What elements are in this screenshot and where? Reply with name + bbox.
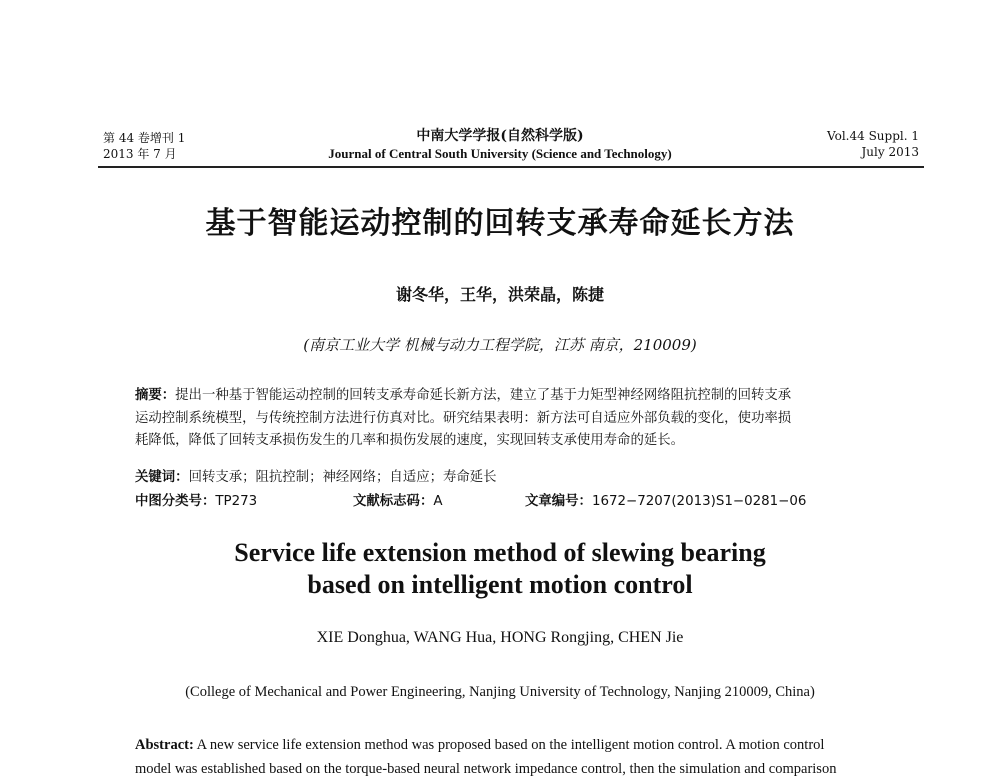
paper-title-en-line-2: based on intelligent motion control: [307, 570, 693, 599]
volume-en: Vol.44 Suppl. 1: [827, 129, 919, 143]
article-no-item: [525, 490, 806, 509]
abstract-cn: [135, 385, 890, 453]
abstract-cn-label: 摘要：: [135, 388, 176, 403]
abstract-cn-line-1: [135, 385, 890, 408]
journal-name-en: Journal of Central South University (Science and Technology): [328, 146, 672, 161]
date-cn: 2013 年 7 月: [103, 147, 177, 161]
article-no-label: 文章编号：: [525, 494, 592, 509]
header-rule: [98, 166, 924, 168]
abstract-cn-text-3: 耗降低，降低了回转支承损伤发生的几率和损伤发展的速度，实现回转支承使用寿命的延长。: [135, 433, 685, 448]
keywords-cn: [135, 466, 895, 485]
abstract-en-text-1: A new service life extension method was proposed based on the intelligent motion control. A motion control: [196, 737, 825, 753]
abstract-en-line-1: [135, 733, 891, 757]
doc-code-label: 文献标志码：: [353, 494, 434, 509]
paper-title-cn: 基于智能运动控制的回转支承寿命延长方法: [205, 206, 795, 241]
date-en: July 2013: [861, 145, 919, 159]
authors-cn: 谢冬华，王华，洪荣晶，陈捷: [395, 285, 604, 304]
paper-title-en: [0, 537, 1000, 601]
abstract-cn-text-2: 运动控制系统模型，与传统控制方法进行仿真对比。研究结果表明：新方法可自适应外部负载的变化，使功率损: [135, 410, 792, 426]
clc-item: [135, 490, 257, 509]
header-volume-en-block: [827, 128, 919, 160]
journal-name-cn: 中南大学学报(自然科学版): [416, 128, 584, 144]
abstract-cn-text-1: 提出一种基于智能运动控制的回转支承寿命延长新方法，建立了基于力矩型神经网络阻抗控制的回转支承: [175, 388, 792, 403]
header-volume-cn-block: [103, 130, 185, 162]
paper-title-en-line-1: Service life extension method of slewing bearing: [234, 538, 766, 567]
affiliation-en: (College of Mechanical and Power Engineering, Nanjing University of Technology, Nanjing 210009, China): [185, 684, 815, 700]
journal-name-block: [250, 127, 750, 162]
authors-en: XIE Donghua, WANG Hua, HONG Rongjing, CHEN Jie: [316, 629, 684, 646]
doc-code-value: A: [433, 494, 443, 509]
abstract-en-label: Abstract:: [135, 737, 194, 753]
abstract-en-text-2: model was established based on the torque-based neural network impedance control, then the simulation and comparison: [135, 761, 837, 777]
keywords-cn-label: 关键词：: [135, 470, 189, 485]
article-no-value: 1672−7207(2013)S1−0281−06: [591, 494, 807, 509]
clc-label: 中图分类号：: [135, 494, 216, 509]
affiliation-cn: (南京工业大学 机械与动力工程学院，江苏 南京，210009): [303, 336, 697, 354]
keywords-cn-text: 回转支承；阻抗控制；神经网络；自适应；寿命延长: [188, 470, 497, 485]
clc-value: TP273: [215, 494, 258, 509]
doc-code-item: [353, 490, 443, 509]
volume-cn: 第 44 卷增刊 1: [103, 131, 186, 145]
